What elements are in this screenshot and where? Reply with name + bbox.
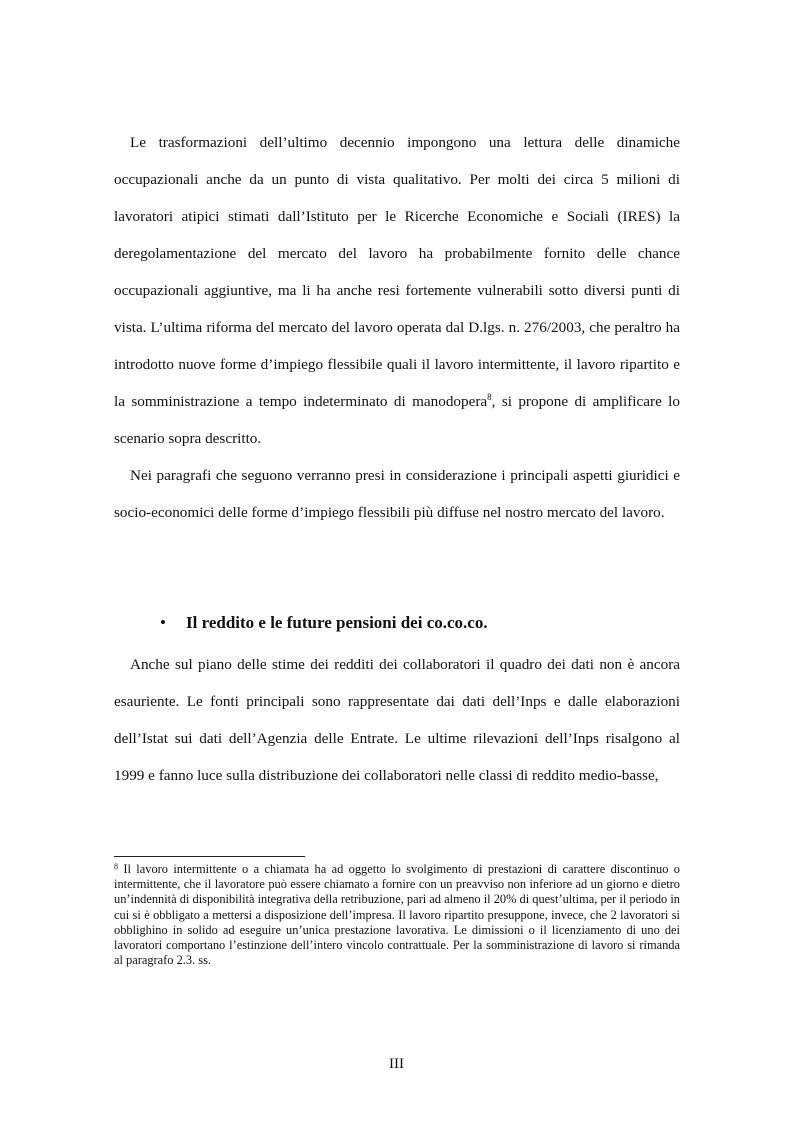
paragraph-2: Nei paragrafi che seguono verranno presi in considerazione i principali aspetti giuridici e socio-economici delle forme d’impiego flessibili più diffuse nel nostro mercato del lavoro. [114,467,680,521]
section-heading [160,611,488,635]
paragraph-1-tail: , si propone di amplificare lo scenario sopra descritto. [114,393,680,447]
section-heading-text: Il reddito e le future pensioni dei co.co.co. [186,613,488,632]
body-text-top [114,124,680,531]
footnote-text: Il lavoro intermittente o a chiamata ha ad oggetto lo svolgimento di prestazioni di carattere discontinuo o intermittente, che il lavoratore può essere chiamato a fornire con un preavviso non inferiore ad un giorno e dietro un’indennità di disponibilità integrativa della retribuzione, pari ad almeno il 20% di quest’ultima, per il periodo in cui si è obbligato a mettersi a disposizione dell’impresa. Il lavoro ripartito presuppone, invece, che 2 lavoratori si obblighino in solido ad eseguire un’unica prestazione lavorativa. Le dimissioni o il licenziamento di uno dei lavoratori comportano l’estinzione dell’intero vincolo contrattuale. Per la somministrazione di lavoro si rimanda al paragrafo 2.3. ss. [114,862,680,968]
footnote-number: 8 [114,862,118,871]
footnote-divider [114,856,305,857]
footnote [114,862,680,968]
footnote-reference: 8 [487,392,492,402]
paragraph-1 [114,124,680,457]
page-number: III [389,1056,404,1072]
paragraph-1-text: Le trasformazioni dell’ultimo decennio impongono una lettura delle dinamiche occupazionali anche da un punto di vista qualitativo. Per molti dei circa 5 milioni di lavoratori atipici stimati dall’Istituto per le Ricerche Economiche e Sociali (IRES) la deregolamentazione del mercato del lavoro ha probabilmente fornito delle chance occupazionali aggiuntive, ma li ha anche resi fortemente vulnerabili sotto diversi punti di vista. L’ultima riforma del mercato del lavoro operata dal D.lgs. n. 276/2003, che peraltro ha introdotto nuove forme d’impiego flessibile quali il lavoro intermittente, il lavoro ripartito e la somministrazione a tempo indeterminato di manodopera [114,134,680,410]
body-text-bottom [114,646,680,794]
paragraph-3: Anche sul piano delle stime dei redditi dei collaboratori il quadro dei dati non è ancora esauriente. Le fonti principali sono rappresentate dai dati dell’Inps e dalle elaborazioni dell’Istat sui dati dell’Agenzia delle Entrate. Le ultime rilevazioni dell’Inps risalgono al 1999 e fanno luce sulla distribuzione dei collaboratori nelle classi di reddito medio-basse, [114,656,680,784]
bullet-icon: • [160,613,166,632]
